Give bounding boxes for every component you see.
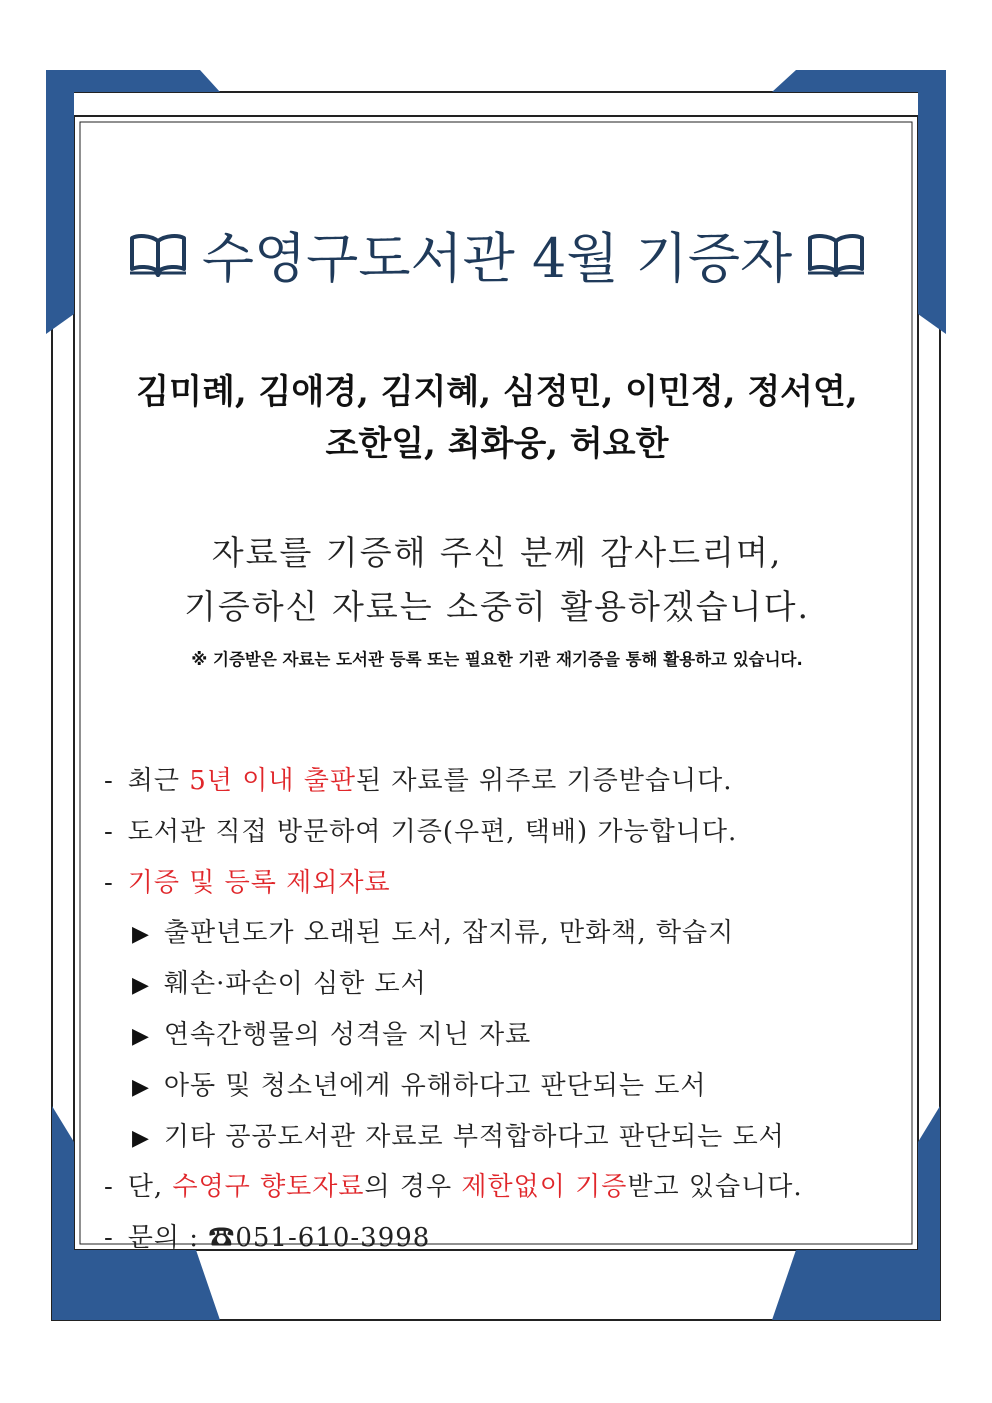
page-title	[76, 216, 918, 293]
dash-bullet: -	[104, 867, 114, 898]
triangle-bullet-icon: ▶	[132, 922, 150, 948]
excluded-item: ▶ 아동 및 청소년에게 유해하다고 판단되는 도서	[132, 1070, 707, 1101]
contact-label: 문의 :	[127, 1223, 209, 1254]
triangle-bullet-icon: ▶	[132, 1125, 150, 1151]
donation-guide	[104, 756, 904, 1264]
title-text: 수영구도서관 4월 기증자	[201, 227, 793, 290]
open-book-icon	[806, 233, 866, 277]
guide-item: - 최근 5년 이내 출판된 자료를 위주로 기증받습니다.	[104, 766, 733, 796]
excluded-item: ▶ 기타 공공도서관 자료로 부적합하다고 판단되는 도서	[132, 1121, 785, 1152]
phone-number: 051-610-3998	[235, 1223, 431, 1254]
guide-item: - 도서관 직접 방문하여 기증(우편, 택배) 가능합니다.	[104, 816, 738, 847]
thanks-line: 기증하신 자료는 소중히 활용하겠습니다.	[184, 587, 810, 626]
highlight-text: 제한없이 기증	[461, 1172, 628, 1203]
excluded-item: ▶ 연속간행물의 성격을 지닌 자료	[132, 1019, 532, 1050]
poster-content	[76, 116, 918, 1254]
excluded-item: ▶ 훼손·파손이 심한 도서	[132, 969, 427, 1000]
dash-bullet: -	[104, 766, 114, 796]
guide-item: - 단, 수영구 향토자료의 경우 제한없이 기증받고 있습니다.	[104, 1172, 803, 1203]
donor-line: 김미례, 김애경, 김지혜, 심정민, 이민정, 정서연,	[136, 372, 858, 412]
excluded-item: ▶ 출판년도가 오래된 도서, 잡지류, 만화책, 학습지	[132, 918, 735, 949]
dash-bullet: -	[104, 1172, 114, 1203]
usage-note: ※ 기증받은 자료는 도서관 등록 또는 필요한 기관 재기증을 통해 활용하고 있습니다.	[191, 650, 803, 669]
thanks-message	[76, 526, 918, 634]
phone-icon: ☎	[208, 1223, 236, 1254]
guide-item-excluded-heading: - 기증 및 등록 제외자료	[104, 867, 391, 898]
contact-line	[104, 1213, 904, 1264]
dash-bullet: -	[104, 1223, 114, 1254]
highlight-text: 5년 이내 출판	[189, 766, 356, 796]
triangle-bullet-icon: ▶	[132, 1023, 150, 1049]
open-book-icon	[128, 233, 188, 277]
highlight-text: 수영구 향토자료	[172, 1172, 365, 1203]
donor-list	[76, 366, 918, 470]
donor-line: 조한일, 최화웅, 허요한	[325, 424, 669, 464]
dash-bullet: -	[104, 816, 114, 847]
thanks-line: 자료를 기증해 주신 분께 감사드리며,	[211, 533, 783, 572]
triangle-bullet-icon: ▶	[132, 973, 150, 999]
triangle-bullet-icon: ▶	[132, 1074, 150, 1100]
